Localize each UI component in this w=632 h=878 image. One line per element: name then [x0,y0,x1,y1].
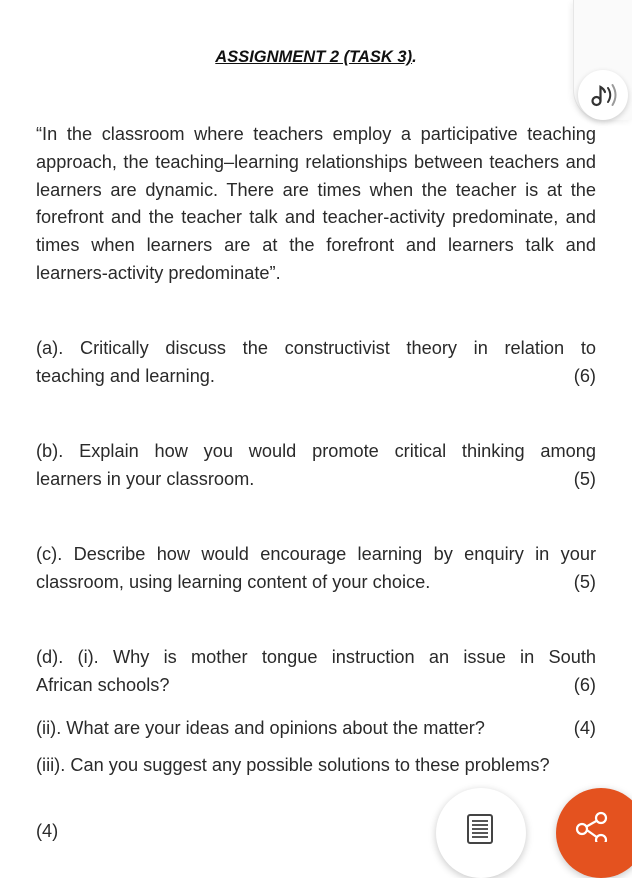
quote-paragraph: “In the classroom where teachers employ a participative teaching approach, the teaching–learning relationships between teachers and learners are dynamic. There are times when the teacher is at the forefront and the teacher talk and teacher-activity predominate, and times when learners are at the forefront and learners talk and learners-activity predominate”. [36,124,596,283]
question-b-marks: (5) [573,469,596,489]
question-a [36,334,596,390]
title-text: ASSIGNMENT 2 (TASK 3) [215,48,413,66]
question-d-i-line1: (d). (i). Why is mother tongue instruction an issue in South [36,647,596,667]
question-d-i-line2: African schools? [36,675,170,695]
question-d-ii-marks: (4) [573,718,596,738]
question-b-line1: (b). Explain how you would promote critical thinking among [36,441,596,461]
question-d-iii-text: (iii). Can you suggest any possible solutions to these problems? [36,755,550,775]
question-c-marks: (5) [573,572,596,592]
question-b [36,437,596,493]
question-d-iii-marks: (4) [36,821,59,841]
question-c [36,540,596,596]
audio-button[interactable] [578,70,628,120]
question-a-line2: teaching and learning. [36,366,215,386]
question-d-iii [36,751,596,779]
question-c-line1: (c). Describe how would encourage learning by enquiry in your [36,544,596,564]
question-b-line2: learners in your classroom. [36,469,255,489]
share-icon [556,788,632,842]
audio-speaker-icon [578,70,628,120]
question-a-marks: (6) [573,366,596,386]
title-suffix: . [412,48,417,66]
page-title [36,48,596,67]
question-d-i [36,643,596,699]
document-list-icon [436,788,526,848]
question-c-line2: classroom, using learning content of your choice. [36,572,431,592]
question-a-line1: (a). Critically discuss the constructivist theory in relation to [36,338,596,358]
question-d-i-marks: (6) [573,675,596,695]
document-button[interactable] [436,788,526,878]
share-button[interactable] [556,788,632,878]
question-d-ii [36,714,596,742]
question-d-ii-text: (ii). What are your ideas and opinions about the matter? [36,718,485,738]
